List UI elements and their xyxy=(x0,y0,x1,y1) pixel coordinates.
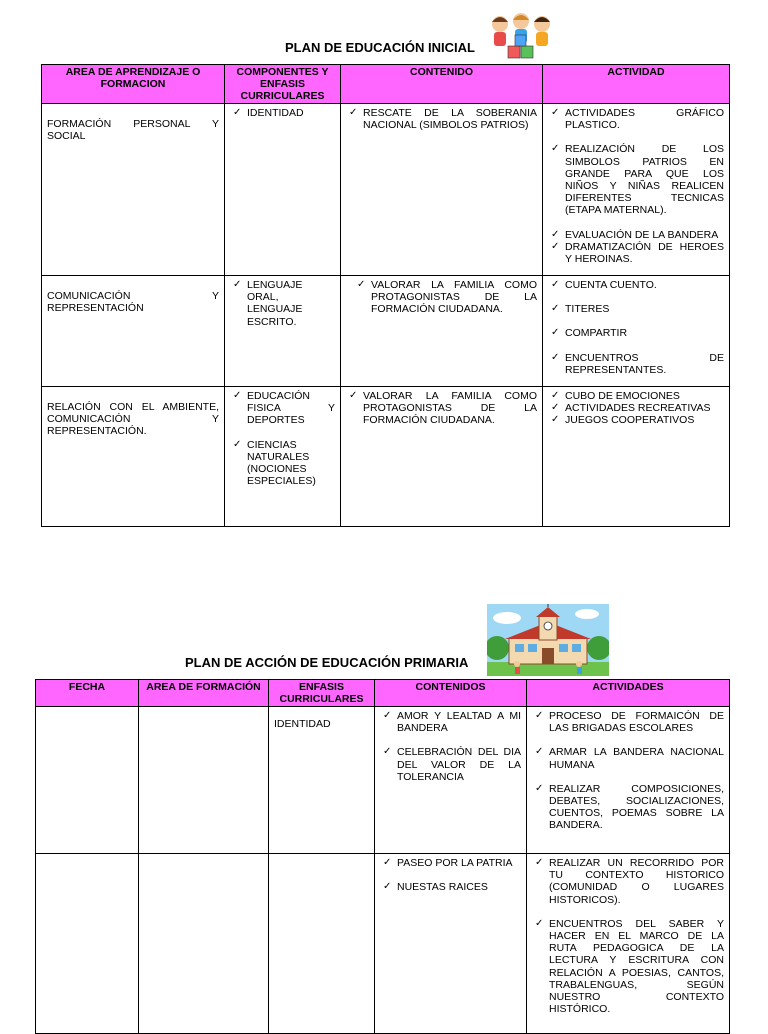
header-area: AREA DE APRENDIZAJE O FORMACION xyxy=(42,65,225,104)
contenidos-cell xyxy=(375,854,527,1034)
children-illustration xyxy=(486,10,556,62)
check-icon: ✓ xyxy=(233,438,242,450)
actividad-cell xyxy=(543,276,730,387)
list-item: ✓ VALORAR LA FAMILIA COMO PROTAGONISTAS DE LA FORMACIÓN CIUDADANA. xyxy=(349,390,537,427)
actividades-cell xyxy=(527,707,730,854)
list-item: ✓ JUEGOS COOPERATIVOS xyxy=(551,414,695,427)
table-row xyxy=(42,387,730,527)
list-item: ✓ EVALUACIÓN DE LA BANDERA xyxy=(551,228,719,241)
check-icon: ✓ xyxy=(535,782,544,794)
header-contenido: CONTENIDO xyxy=(341,65,543,104)
check-icon: ✓ xyxy=(233,107,242,118)
check-icon: ✓ xyxy=(551,279,560,290)
list-item: ✓ EDUCACIÓN FISICA Y DEPORTES xyxy=(233,390,335,427)
check-icon: ✓ xyxy=(383,746,392,758)
list-item: ✓ IDENTIDAD xyxy=(233,107,304,119)
list-item: ✓ CUENTA CUENTO. xyxy=(551,279,657,291)
list-item: ✓ TITERES xyxy=(551,303,610,316)
fecha-cell xyxy=(36,854,139,1034)
area-cell xyxy=(139,854,269,1034)
check-icon: ✓ xyxy=(551,240,560,252)
check-icon: ✓ xyxy=(535,917,544,929)
plan-primaria-title: PLAN DE ACCIÓN DE EDUCACIÓN PRIMARIA xyxy=(185,655,469,670)
check-icon: ✓ xyxy=(551,107,560,118)
check-icon: ✓ xyxy=(535,710,544,721)
contenido-cell xyxy=(341,104,543,276)
list-item: ✓ PASEO POR LA PATRIA xyxy=(383,857,513,869)
enfasis-cell xyxy=(269,854,375,1034)
check-icon: ✓ xyxy=(551,327,560,339)
enfasis-cell: IDENTIDAD xyxy=(269,707,375,854)
table-row xyxy=(36,854,730,1034)
check-icon: ✓ xyxy=(349,107,358,118)
check-icon: ✓ xyxy=(551,228,560,240)
list-item: ✓ ARMAR LA BANDERA NACIONAL HUMANA xyxy=(535,746,724,771)
list-item: ✓ CIENCIAS NATURALES (NOCIONES ESPECIALES) xyxy=(233,438,316,488)
list-item: ✓ ENCUENTROS DEL SABER Y HACER EN EL MARCO DE LA RUTA PEDAGOGICA DE LA LECTURA Y ESCRITURA CON RELACIÓN A POESIAS, CANTOS, TRABALENGUAS, SEGÚN NUESTRO CONTEXTO HISTÓRICO. xyxy=(535,917,724,1016)
actividad-cell xyxy=(543,387,730,527)
check-icon: ✓ xyxy=(551,351,560,363)
area-cell xyxy=(139,707,269,854)
table-row xyxy=(42,104,730,276)
check-icon: ✓ xyxy=(551,414,560,426)
header-area-formacion: AREA DE FORMACIÓN xyxy=(139,680,269,707)
list-item: ✓ DRAMATIZACIÓN DE HEROES Y HEROINAS. xyxy=(551,240,724,266)
check-icon: ✓ xyxy=(551,143,560,155)
list-item: ✓ CELEBRACIÓN DEL DIA DEL VALOR DE LA TOLERANCIA xyxy=(383,746,521,783)
contenidos-cell xyxy=(375,707,527,854)
check-icon: ✓ xyxy=(233,279,242,290)
list-item: ✓ COMPARTIR xyxy=(551,327,628,340)
header-contenidos: CONTENIDOS xyxy=(375,680,527,707)
check-icon: ✓ xyxy=(383,710,392,721)
header-fecha: FECHA xyxy=(36,680,139,707)
contenido-cell xyxy=(341,387,543,527)
list-item: ✓ REALIZAR UN RECORRIDO POR TU CONTEXTO HISTORICO (COMUNIDAD O LUGARES HISTORICOS). xyxy=(535,857,724,906)
plan-inicial-title: PLAN DE EDUCACIÓN INICIAL xyxy=(285,40,475,55)
check-icon: ✓ xyxy=(383,857,392,868)
check-icon: ✓ xyxy=(535,746,544,758)
header-actividades: ACTIVIDADES xyxy=(527,680,730,707)
componentes-cell xyxy=(225,276,341,387)
table-row xyxy=(36,707,730,854)
componentes-cell xyxy=(225,104,341,276)
school-illustration xyxy=(487,604,609,676)
check-icon: ✓ xyxy=(551,390,560,401)
plan-primaria-table xyxy=(35,679,730,1034)
header-enfasis: ENFASIS CURRICULARES xyxy=(269,680,375,707)
check-icon: ✓ xyxy=(383,881,392,893)
check-icon: ✓ xyxy=(551,303,560,315)
list-item: ✓ PROCESO DE FORMAICÓN DE LAS BRIGADAS ESCOLARES xyxy=(535,710,724,735)
area-cell: FORMACIÓN PERSONAL Y SOCIAL xyxy=(42,104,225,276)
plan-inicial-table xyxy=(41,64,730,527)
fecha-cell xyxy=(36,707,139,854)
area-cell: COMUNICACIÓN Y REPRESENTACIÓN xyxy=(42,276,225,387)
header-actividad: ACTIVIDAD xyxy=(543,65,730,104)
actividades-cell xyxy=(527,854,730,1034)
list-item: ✓ ACTIVIDADES RECREATIVAS xyxy=(551,402,711,415)
list-item: ✓ REALIZAR COMPOSICIONES, DEBATES, SOCIALIZACIONES, CUENTOS, POEMAS SOBRE LA BANDERA. xyxy=(535,782,724,832)
area-cell: RELACIÓN CON EL AMBIENTE, COMUNICACIÓN Y REPRESENTACIÓN. xyxy=(42,387,225,527)
table-row xyxy=(42,276,730,387)
check-icon: ✓ xyxy=(535,857,544,868)
list-item: ✓ NUESTAS RAICES xyxy=(383,881,488,894)
list-item: ✓ LENGUAJE ORAL, LENGUAJE ESCRITO. xyxy=(233,279,303,328)
list-item: ✓ RESCATE DE LA SOBERANIA NACIONAL (SIMBOLOS PATRIOS) xyxy=(349,107,537,132)
check-icon: ✓ xyxy=(349,390,358,401)
check-icon: ✓ xyxy=(551,402,560,414)
list-item: ✓ VALORAR LA FAMILIA COMO PROTAGONISTAS DE LA FORMACIÓN CIUDADANA. xyxy=(357,279,537,316)
list-item: ✓ ACTIVIDADES GRÁFICO PLASTICO. xyxy=(551,107,724,132)
componentes-cell xyxy=(225,387,341,527)
header-componentes: COMPONENTES Y ENFASIS CURRICULARES xyxy=(225,65,341,104)
contenido-cell xyxy=(341,276,543,387)
check-icon: ✓ xyxy=(233,390,242,401)
list-item: ✓ REALIZACIÓN DE LOS SIMBOLOS PATRIOS EN GRANDE PARA QUE LOS NIÑOS Y NIÑAS REALICEN DIFERENTES TECNICAS (ETAPA MATERNAL). xyxy=(551,143,724,217)
list-item: ✓ AMOR Y LEALTAD A MI BANDERA xyxy=(383,710,521,735)
list-item: ✓ CUBO DE EMOCIONES xyxy=(551,390,680,402)
check-icon: ✓ xyxy=(357,279,366,290)
list-item: ✓ ENCUENTROS DE REPRESENTANTES. xyxy=(551,351,724,376)
actividad-cell xyxy=(543,104,730,276)
